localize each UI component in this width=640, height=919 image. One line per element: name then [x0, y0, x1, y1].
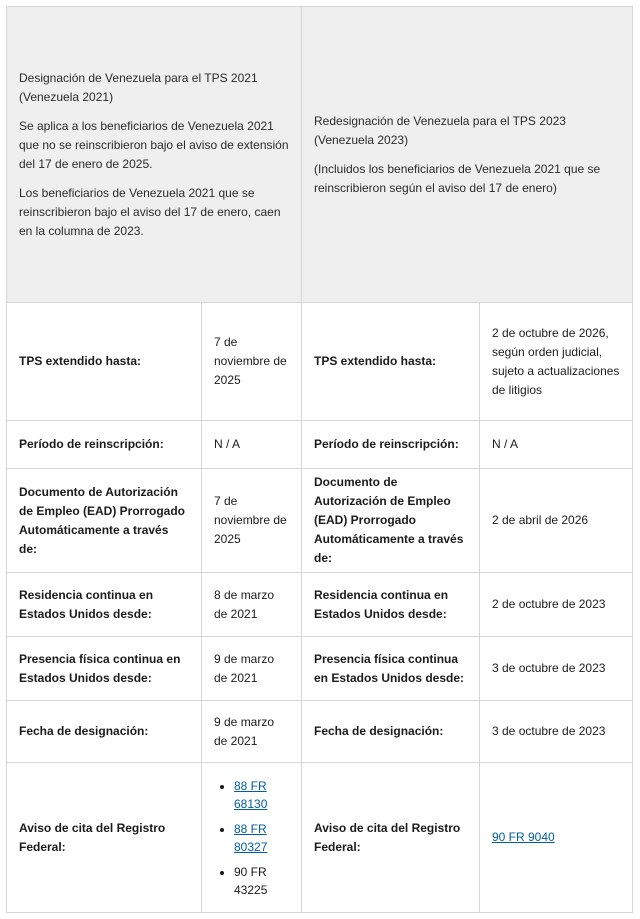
- federal-register-label-2023: Aviso de cita del Registro Federal:: [302, 763, 480, 913]
- row-value-2023: N / A: [480, 421, 633, 469]
- header-2021-note-2: Los beneficiarios de Venezuela 2021 que se reinscribieron bajo el aviso del 17 de enero, caen en la columna de 2023.: [19, 185, 281, 238]
- row-label-2021: Período de reinscripción:: [7, 421, 202, 469]
- tps-comparison-table: [6, 6, 633, 913]
- fr-link-88-68130[interactable]: 88 FR 68130: [234, 778, 268, 811]
- fr-link-90-9040[interactable]: 90 FR 9040: [492, 830, 555, 844]
- row-value-2021: 7 de noviembre de 2025: [202, 469, 302, 573]
- row-value-2021: 8 de marzo de 2021: [202, 573, 302, 637]
- row-label-2023: Fecha de designación:: [302, 701, 480, 763]
- header-2023-note: (Incluidos los beneficiarios de Venezuela 2021 que se reinscribieron según el aviso del 17 de enero): [314, 161, 601, 195]
- fr-link-88-80327[interactable]: 88 FR 80327: [234, 821, 268, 854]
- table-row: [7, 303, 633, 421]
- header-2021-note-1: Se aplica a los beneficiarios de Venezuela 2021 que no se reinscribieron bajo el aviso de extensión del 17 de enero de 2025.: [19, 118, 289, 171]
- header-row: [7, 7, 633, 303]
- list-item: [234, 820, 289, 856]
- list-item: [234, 863, 289, 899]
- federal-register-list: [214, 777, 289, 899]
- row-value-2021: 7 de noviembre de 2025: [202, 303, 302, 421]
- federal-register-refs-2021: [202, 763, 302, 913]
- row-value-2021: 9 de marzo de 2021: [202, 701, 302, 763]
- row-value-2021: 9 de marzo de 2021: [202, 637, 302, 701]
- row-label-2023: Documento de Autorización de Empleo (EAD) Prorrogado Automáticamente a través de:: [302, 469, 480, 573]
- table-row: [7, 469, 633, 573]
- header-venezuela-2023: [302, 7, 633, 303]
- row-label-2021: TPS extendido hasta:: [7, 303, 202, 421]
- row-label-2021: Fecha de designación:: [7, 701, 202, 763]
- header-2023-title: Redesignación de Venezuela para el TPS 2023 (Venezuela 2023): [314, 113, 566, 147]
- federal-register-refs-2023: [480, 763, 633, 913]
- row-value-2023: 2 de octubre de 2023: [480, 573, 633, 637]
- table-row: [7, 637, 633, 701]
- fr-text-90-43225: 90 FR 43225: [234, 864, 268, 897]
- table-row: [7, 701, 633, 763]
- row-value-2023: 3 de octubre de 2023: [480, 637, 633, 701]
- row-label-2021: Presencia física continua en Estados Unidos desde:: [7, 637, 202, 701]
- federal-register-label-2021: Aviso de cita del Registro Federal:: [7, 763, 202, 913]
- row-value-2023: 2 de abril de 2026: [480, 469, 633, 573]
- row-label-2023: TPS extendido hasta:: [302, 303, 480, 421]
- row-label-2023: Período de reinscripción:: [302, 421, 480, 469]
- list-item: [234, 777, 289, 813]
- header-2021-title: Designación de Venezuela para el TPS 2021 (Venezuela 2021): [19, 70, 258, 104]
- row-value-2021: N / A: [202, 421, 302, 469]
- row-label-2023: Residencia continua en Estados Unidos desde:: [302, 573, 480, 637]
- row-label-2021: Residencia continua en Estados Unidos desde:: [7, 573, 202, 637]
- row-label-2021: Documento de Autorización de Empleo (EAD) Prorrogado Automáticamente a través de:: [7, 469, 202, 573]
- table-row: [7, 421, 633, 469]
- federal-register-row: [7, 763, 633, 913]
- header-venezuela-2021: [7, 7, 302, 303]
- row-label-2023: Presencia física continua en Estados Unidos desde:: [302, 637, 480, 701]
- table-row: [7, 573, 633, 637]
- row-value-2023: 3 de octubre de 2023: [480, 701, 633, 763]
- row-value-2023: 2 de octubre de 2026, según orden judicial, sujeto a actualizaciones de litigios: [480, 303, 633, 421]
